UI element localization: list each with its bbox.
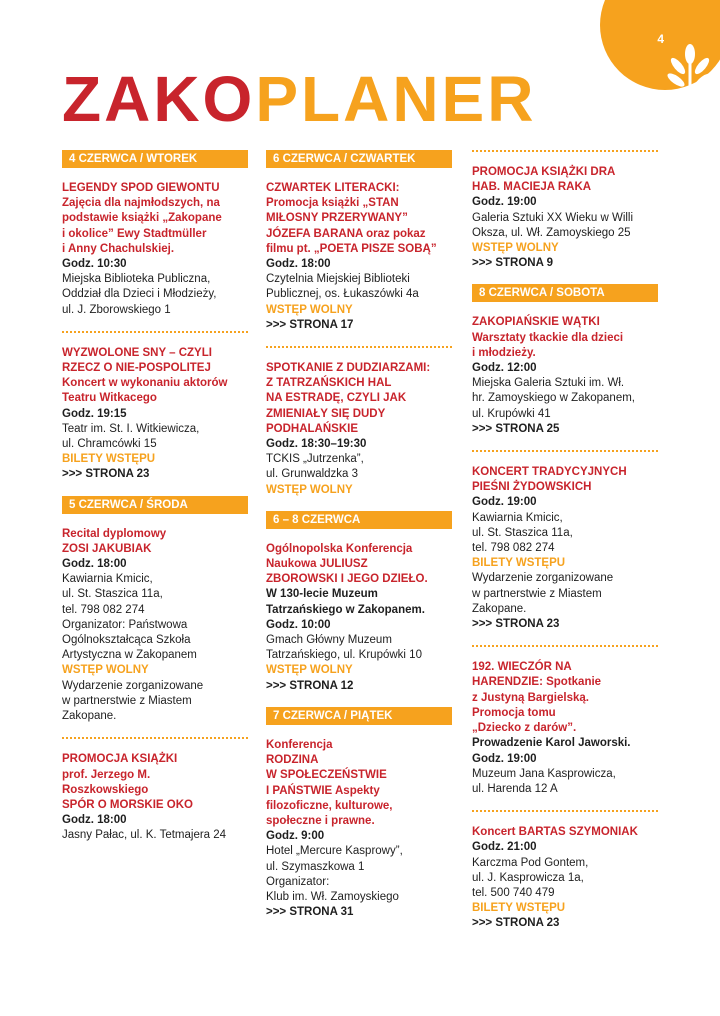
date-header: 6 – 8 CZERWCA xyxy=(266,511,452,529)
column-1 xyxy=(62,150,248,857)
event-line: WSTĘP WOLNY xyxy=(266,664,353,677)
event-line: CZWARTEK LITERACKI: xyxy=(266,182,400,194)
event-line: Promocja książki „STAN xyxy=(266,197,399,210)
logo-part-zako: ZAKO xyxy=(62,63,256,135)
event-line: filozoficzne, kulturowe, xyxy=(266,799,393,812)
event-line: Miejska Galeria Sztuki im. Wł. xyxy=(472,377,625,390)
zakoplaner-logo xyxy=(62,64,536,134)
event-line: ul. Harenda 12 A xyxy=(472,782,558,795)
event-entry xyxy=(472,465,658,632)
event-line: WSTĘP WOLNY xyxy=(266,483,353,496)
event-line: w partnerstwie z Miastem xyxy=(62,694,192,707)
event-line: WSTĘP WOLNY xyxy=(472,242,559,255)
logo-part-planer: PLANER xyxy=(255,63,537,135)
event-line: Zajęcia dla najmłodszych, na xyxy=(62,197,220,210)
event-line: Godz. 18:00 xyxy=(266,258,331,271)
event-line: filmu pt. „POETA PISZE SOBĄ” xyxy=(266,242,437,255)
event-line: Klub im. Wł. Zamoyskiego xyxy=(266,890,399,903)
event-line: ul. Krupówki 41 xyxy=(472,407,551,420)
event-line: BILETY WSTĘPU xyxy=(472,557,566,570)
dotted-divider xyxy=(472,450,658,452)
event-line: Promocja tomu xyxy=(472,706,556,719)
event-line: Publicznej, os. Łukaszówki 4a xyxy=(266,288,419,301)
event-line: Gmach Główny Muzeum xyxy=(266,634,392,647)
event-line: Godz. 19:00 xyxy=(472,752,537,765)
dotted-divider xyxy=(472,645,658,647)
event-line: Zakopane. xyxy=(472,602,527,615)
event-line: HARENDZIE: Spotkanie xyxy=(472,676,602,689)
event-line: tel. 500 740 479 xyxy=(472,886,555,899)
event-line: tel. 798 082 274 xyxy=(62,603,145,616)
event-line: Godz. 9:00 xyxy=(266,830,325,843)
event-line: w partnerstwie z Miastem xyxy=(472,587,602,600)
event-line: PODHALAŃSKIE xyxy=(266,422,359,435)
dotted-divider xyxy=(472,150,658,152)
event-line: Godz. 19:00 xyxy=(472,496,537,509)
event-line: >>> STRONA 9 xyxy=(472,257,554,270)
event-line: SPÓR O MORSKIE OKO xyxy=(62,798,193,811)
event-line: Warsztaty tkackie dla dzieci xyxy=(472,331,624,344)
wheat-icon xyxy=(662,40,718,96)
dotted-divider xyxy=(62,331,248,333)
event-line: Oddział dla Dzieci i Młodzieży, xyxy=(62,288,217,301)
event-line: MIŁOSNY PRZERYWANY” xyxy=(266,212,408,225)
event-line: Teatru Witkacego xyxy=(62,392,157,405)
event-line: Muzeum Jana Kasprowicza, xyxy=(472,767,616,780)
event-line: Organizator: Państwowa xyxy=(62,618,188,631)
dotted-divider xyxy=(62,737,248,739)
event-line: Naukowa JULIUSZ xyxy=(266,558,368,571)
event-line: prof. Jerzego M. xyxy=(62,768,151,781)
event-line: Galeria Sztuki XX Wieku w Willi xyxy=(472,211,634,224)
event-line: podstawie książki „Zakopane xyxy=(62,212,222,225)
event-line: Wydarzenie zorganizowane xyxy=(472,572,614,585)
event-line: Tatrzańskiego, ul. Krupówki 10 xyxy=(266,649,422,662)
event-line: i młodzieży. xyxy=(472,346,536,359)
event-line: Godz. 21:00 xyxy=(472,841,537,854)
event-line: >>> STRONA 12 xyxy=(266,679,354,692)
event-line: Artystyczna w Zakopanem xyxy=(62,649,197,662)
event-line: tel. 798 082 274 xyxy=(472,542,555,555)
column-3 xyxy=(472,150,658,945)
event-entry xyxy=(62,752,248,843)
event-line: Wydarzenie zorganizowane xyxy=(62,679,204,692)
event-line: Roszkowskiego xyxy=(62,783,149,796)
event-line: Czytelnia Miejskiej Biblioteki xyxy=(266,273,410,286)
event-entry xyxy=(62,346,248,483)
event-line: WSTĘP WOLNY xyxy=(62,664,149,677)
event-line: Kawiarnia Kmicic, xyxy=(62,573,153,586)
event-line: Recital dyplomowy xyxy=(62,527,167,540)
event-line: społeczne i prawne. xyxy=(266,814,375,827)
event-line: >>> STRONA 25 xyxy=(472,422,560,435)
date-header: 6 CZERWCA / CZWARTEK xyxy=(266,150,452,168)
event-line: hr. Zamoyskiego w Zakopanem, xyxy=(472,392,635,405)
event-line: Kawiarnia Kmicic, xyxy=(472,511,563,524)
event-entry xyxy=(266,542,452,694)
event-line: ul. Grunwaldzka 3 xyxy=(266,468,359,481)
event-line: Prowadzenie Karol Jaworski. xyxy=(472,737,631,750)
event-line: ZMIENIAŁY SIĘ DUDY xyxy=(266,407,386,420)
column-2 xyxy=(266,150,452,933)
event-line: JÓZEFA BARANA oraz pokaz xyxy=(266,227,426,240)
event-line: SPOTKANIE Z DUDZIARZAMI: xyxy=(266,362,431,375)
event-line: Koncert BARTAS SZYMONIAK xyxy=(472,826,638,839)
event-line: PROMOCJA KSIĄŻKI DRA xyxy=(472,166,616,178)
event-line: WYZWOLONE SNY – CZYLI xyxy=(62,346,212,359)
event-line: z Justyną Bargielską. xyxy=(472,691,589,704)
event-line: RODZINA xyxy=(266,754,319,767)
event-entry xyxy=(472,315,658,437)
event-line: LEGENDY SPOD GIEWONTU xyxy=(62,182,220,194)
event-line: Organizator: xyxy=(266,875,330,888)
event-line: BILETY WSTĘPU xyxy=(62,453,156,466)
event-line: Z TATRZAŃSKICH HAL xyxy=(266,377,392,390)
event-line: NA ESTRADĘ, CZYLI JAK xyxy=(266,392,407,405)
event-line: BILETY WSTĘPU xyxy=(472,902,566,915)
event-line: Jasny Pałac, ul. K. Tetmajera 24 xyxy=(62,829,227,842)
date-header: 4 CZERWCA / WTOREK xyxy=(62,150,248,168)
event-line: Koncert w wykonaniu aktorów xyxy=(62,377,228,390)
event-entry xyxy=(266,361,452,498)
event-line: ZOSI JAKUBIAK xyxy=(62,542,152,555)
event-line: Oksza, ul. Wł. Zamoyskiego 25 xyxy=(472,226,631,239)
event-line: RZECZ O NIE-POSPOLITEJ xyxy=(62,362,211,375)
event-line: i okolice” Ewy Stadtmüller xyxy=(62,227,207,240)
event-line: >>> STRONA 31 xyxy=(266,906,354,919)
event-line: Godz. 18:00 xyxy=(62,558,127,571)
event-line: Ogólnopolska Konferencja xyxy=(266,542,413,555)
event-line: >>> STRONA 23 xyxy=(472,618,560,631)
event-entry xyxy=(266,738,452,920)
event-line: PROMOCJA KSIĄŻKI xyxy=(62,753,178,766)
event-line: ul. J. Kasprowicza 1a, xyxy=(472,871,584,884)
event-line: Godz. 18:30–19:30 xyxy=(266,438,367,451)
event-line: Karczma Pod Gontem, xyxy=(472,856,589,869)
event-line: PIEŚNI ŻYDOWSKICH xyxy=(472,481,592,494)
date-header: 5 CZERWCA / ŚRODA xyxy=(62,496,248,514)
event-line: W SPOŁECZEŃSTWIE xyxy=(266,769,387,782)
event-line: KONCERT TRADYCYJNYCH xyxy=(472,466,627,479)
event-line: Godz. 18:00 xyxy=(62,814,127,827)
event-line: Konferencja xyxy=(266,738,333,751)
event-entry xyxy=(62,527,248,725)
event-line: >>> STRONA 23 xyxy=(472,917,560,930)
event-line: ul. J. Zborowskiego 1 xyxy=(62,303,171,316)
event-line: Miejska Biblioteka Publiczna, xyxy=(62,273,211,286)
event-line: I PAŃSTWIE Aspekty xyxy=(266,784,380,797)
event-line: TCKIS „Jutrzenka”, xyxy=(266,453,364,466)
event-line: i Anny Chachulskiej. xyxy=(62,242,175,255)
event-line: WSTĘP WOLNY xyxy=(266,303,353,316)
event-line: >>> STRONA 23 xyxy=(62,468,150,481)
dotted-divider xyxy=(266,346,452,348)
event-line: ul. Szymaszkowa 1 xyxy=(266,860,365,873)
event-line: ul. St. Staszica 11a, xyxy=(62,588,163,601)
event-entry xyxy=(472,660,658,797)
event-line: Godz. 10:30 xyxy=(62,258,127,271)
event-entry xyxy=(266,181,452,333)
event-line: Tatrzańskiego w Zakopanem. xyxy=(266,603,425,616)
event-entry xyxy=(472,825,658,931)
event-line: Godz. 10:00 xyxy=(266,618,331,631)
event-line: HAB. MACIEJA RAKA xyxy=(472,181,592,194)
event-line: ZAKOPIAŃSKIE WĄTKI xyxy=(472,316,600,329)
event-line: ul. St. Staszica 11a, xyxy=(472,526,573,539)
event-line: Godz. 19:00 xyxy=(472,196,537,209)
event-line: >>> STRONA 17 xyxy=(266,318,354,331)
event-line: Godz. 12:00 xyxy=(472,362,537,375)
event-line: ul. Chramcówki 15 xyxy=(62,438,157,451)
event-entry xyxy=(472,165,658,271)
event-line: W 130-lecie Muzeum xyxy=(266,588,378,601)
dotted-divider xyxy=(472,810,658,812)
event-line: Hotel „Mercure Kasprowy”, xyxy=(266,845,403,858)
event-line: „Dziecko z darów”. xyxy=(472,722,577,735)
event-line: Ogólnokształcąca Szkoła xyxy=(62,634,191,647)
date-header: 8 CZERWCA / SOBOTA xyxy=(472,284,658,302)
date-header: 7 CZERWCA / PIĄTEK xyxy=(266,707,452,725)
event-line: Zakopane. xyxy=(62,710,117,723)
event-line: ZBOROWSKI I JEGO DZIEŁO. xyxy=(266,573,428,586)
page-number: 4 xyxy=(657,32,664,46)
event-entry xyxy=(62,181,248,318)
event-line: Godz. 19:15 xyxy=(62,407,127,420)
event-line: Teatr im. St. I. Witkiewicza, xyxy=(62,422,200,435)
event-line: 192. WIECZÓR NA xyxy=(472,661,572,674)
